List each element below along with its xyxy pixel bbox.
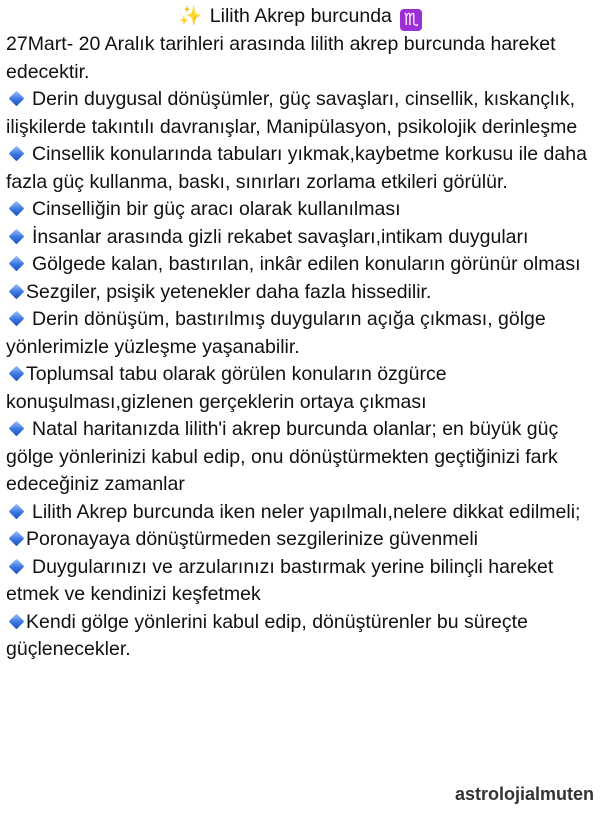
list-item-text: Derin duygusal dönüşümler, güç savaşları, cinsellik, kıskançlık, ilişkilerde takıntılı davranışlar, Manipülasyon, psikolojik derinleşme <box>6 88 578 138</box>
list-item-text: Natal haritanızda lilith'i akrep burcunda olanlar; en büyük güç gölge yönlerinizi kabul edip, onu dönüştürmekten geçtiğinizi fark edeceğiniz zamanlar <box>6 418 559 495</box>
list-item <box>6 499 595 527</box>
list-item <box>6 196 595 224</box>
list-item-text: Derin dönüşüm, bastırılmış duyguların açığa çıkması, gölge yönlerimizle yüzleşme yaşanabilir. <box>6 308 546 358</box>
blue-diamond-icon <box>9 201 25 217</box>
list-item-text: Lilith Akrep burcunda iken neler yapılmalı,nelere dikkat edilmeli; <box>32 500 581 523</box>
bullet-list <box>6 86 595 664</box>
list-item-text: Sezgiler, psişik yetenekler daha fazla hissedilir. <box>26 280 432 303</box>
list-item <box>6 279 595 307</box>
blue-diamond-icon <box>9 146 25 162</box>
list-item-text: Kendi gölge yönlerini kabul edip, dönüştürenler bu süreçte güçlenecekler. <box>6 610 528 660</box>
list-item <box>6 554 595 609</box>
sparkles-icon: ✨ <box>178 6 203 27</box>
list-item-text: Toplumsal tabu olarak görülen konuların özgürce konuşulması,gizlenen gerçeklerin ortaya çıkması <box>6 363 447 413</box>
page-title-text: Lilith Akrep burcunda <box>209 5 392 27</box>
list-item <box>6 609 595 664</box>
blue-diamond-icon <box>9 366 25 382</box>
list-item <box>6 86 595 141</box>
blue-diamond-icon <box>9 311 25 327</box>
list-item-text: Poronayaya dönüştürmeden sezgilerinize güvenmeli <box>26 528 479 550</box>
author-signature: astrolojialmuten <box>454 784 594 804</box>
list-item-text: Gölgede kalan, bastırılan, inkâr edilen konuların görünür olması <box>32 253 581 275</box>
list-item-text: Duygularınızı ve arzularınızı bastırmak yerine bilinçli hareket etmek ve kendinizi keşfetmek <box>6 555 554 605</box>
list-item <box>6 141 595 196</box>
list-item <box>6 251 595 279</box>
scorpio-symbol-icon: ♏ <box>400 9 422 31</box>
list-item <box>6 361 595 416</box>
page-title <box>6 3 595 31</box>
blue-diamond-icon <box>9 559 25 575</box>
blue-diamond-icon <box>9 421 25 437</box>
blue-diamond-icon <box>9 531 25 547</box>
blue-diamond-icon <box>9 284 25 300</box>
list-item <box>6 416 595 499</box>
list-item-text: Cinselliğin bir güç aracı olarak kullanılması <box>32 198 401 220</box>
list-item <box>6 224 595 252</box>
list-item <box>6 306 595 361</box>
blue-diamond-icon <box>9 504 25 520</box>
list-item-text: İnsanlar arasında gizli rekabet savaşları,intikam duyguları <box>32 225 529 248</box>
blue-diamond-icon <box>9 256 25 272</box>
blue-diamond-icon <box>9 614 25 630</box>
intro-paragraph: 27Mart- 20 Aralık tarihleri arasında lilith akrep burcunda hareket edecektir. <box>6 33 556 83</box>
list-item-text: Cinsellik konularında tabuları yıkmak,kaybetme korkusu ile daha fazla güç kullanma, baskı, sınırları zorlama etkileri görülür. <box>6 143 587 193</box>
blue-diamond-icon <box>9 91 25 107</box>
list-item <box>6 526 595 554</box>
blue-diamond-icon <box>9 229 25 245</box>
